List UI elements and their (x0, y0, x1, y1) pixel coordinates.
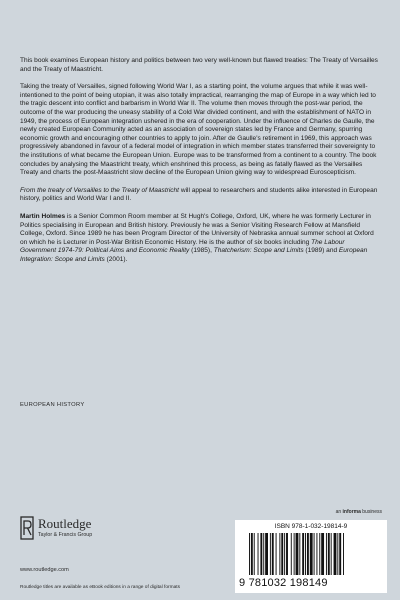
barcode-bar (291, 533, 292, 575)
barcode-bar (319, 533, 320, 575)
author-book-title: European Integration: Scope and Limits (20, 247, 368, 263)
barcode-bar (299, 533, 300, 575)
barcode-bar (343, 533, 344, 575)
barcode-bar (337, 533, 338, 575)
blurb (20, 57, 382, 273)
book-title-mention: From the treaty of Versailles to the Treaty of Maastricht (20, 186, 180, 194)
author-bio-text: is a Senior Common Room member at St Hugh's College, Oxford, UK, where he was formerly Lecturer in Politics specialising in European and British history. Previously he was a Senior Visiting Research Fellow at Mansfield College, Oxford. Since 1989 he has been Program Director of the University of Nebraska annual summer school at Oxford on which he is Lecturer in Post-War British Economic History. He is the author of six books including (20, 212, 374, 246)
barcode-bar (260, 533, 262, 575)
barcode-bar (279, 533, 280, 575)
informa-prefix: an (335, 509, 343, 515)
isbn-label: ISBN 978-1-032-19814-9 (274, 523, 348, 530)
barcode-bar (254, 533, 255, 575)
barcode-panel (235, 520, 387, 593)
barcode-bar (326, 533, 327, 575)
subject-category: EUROPEAN HISTORY (20, 402, 85, 408)
barcode-bar (276, 533, 277, 575)
author-bio-text: (1985), (189, 247, 214, 255)
informa-brand: informa (342, 509, 361, 515)
barcode-bar (334, 533, 337, 575)
barcode-bar (272, 533, 274, 575)
author-book-title: Thatcherism: Scope and Limits (213, 247, 304, 255)
publisher-name: Routledge (38, 516, 92, 531)
barcode-digits: 9 781032 198149 (239, 577, 328, 589)
barcode-bar (328, 533, 330, 575)
barcode-bar (263, 533, 264, 575)
barcode-bar (286, 533, 288, 575)
barcode-bar (281, 533, 283, 575)
barcode-bar (321, 533, 324, 575)
barcode-bar (302, 533, 304, 575)
barcode-bar (331, 533, 332, 575)
barcode-bar (284, 533, 285, 575)
informa-tagline (336, 509, 382, 515)
barcode-bar (249, 533, 250, 575)
author-book-title: The Labour Government 1974-79: Political Aims and Economic Reality (20, 238, 345, 255)
appeal-text: will appeal to researchers and students alike interested in European history, politics and World War I and II. (20, 186, 378, 203)
barcode-bar (265, 533, 268, 575)
barcode-bar (314, 533, 315, 575)
author-bio-text: (2001). (104, 255, 128, 263)
ebook-note: Routledge titles are available as eBook editions in a range of digital formats (20, 585, 180, 590)
author-name: Martin Holmes (20, 212, 66, 220)
barcode-bar (296, 533, 299, 575)
barcode-bar (305, 533, 306, 575)
publisher-group: Taylor & Francis Group (38, 532, 93, 538)
barcode-bar (258, 533, 259, 575)
barcode-bar (339, 533, 341, 575)
barcode-bar (251, 533, 253, 575)
barcode-bar (310, 533, 313, 575)
author-bio-text: (1989) and (303, 247, 339, 255)
appeal-paragraph (20, 187, 382, 204)
barcode-bar (316, 533, 317, 575)
barcode-bar (294, 533, 295, 575)
barcode-bar (307, 533, 309, 575)
intro-paragraph: This book examines European history and politics between two very well-known but flawed treaties: The Treaty of Versailles and the Treaty of Maastricht. (20, 57, 378, 73)
description-paragraph: Taking the treaty of Versailles, signed following World War I, as a starting point, the volume argues that while it was well-intentioned to the point of being utopian, it was also totally impractical, rearranging the map of Europe in a way which led to the tragic descent into conflict and barbarism in World War II. The volume then moves through the post-war period, the outcome of the war producing the uneasy stability of a Cold War divided continent, and with the establishment of NATO in 1949, the process of European integration ushered in the era of cooperation. Under the influence of Charles de Gaulle, the newly created European Community acted as an association of sovereign states led by France and Germany, spurring economic growth and encouraging other countries to apply to join. After de Gaulle's retirement in 1969, this approach was progressively abandoned in favour of a federal model of integration in which member states transferred their sovereignty to the institutions of what became the European Union. Europe was to be transformed from a continent to a country. The book concludes by analysing the Maastricht treaty, which enshrined this process, as being as fatally flawed as the Versailles Treaty and charts the post-Maastricht slow decline of the European Union giving way to widespread Euroscepticism. (20, 83, 377, 177)
informa-suffix: business (360, 509, 382, 515)
barcode-bars (249, 533, 377, 575)
routledge-logo-icon (20, 516, 34, 540)
publisher-website[interactable]: www.routledge.com (20, 567, 69, 573)
barcode-bar (270, 533, 271, 575)
author-bio (20, 213, 382, 265)
